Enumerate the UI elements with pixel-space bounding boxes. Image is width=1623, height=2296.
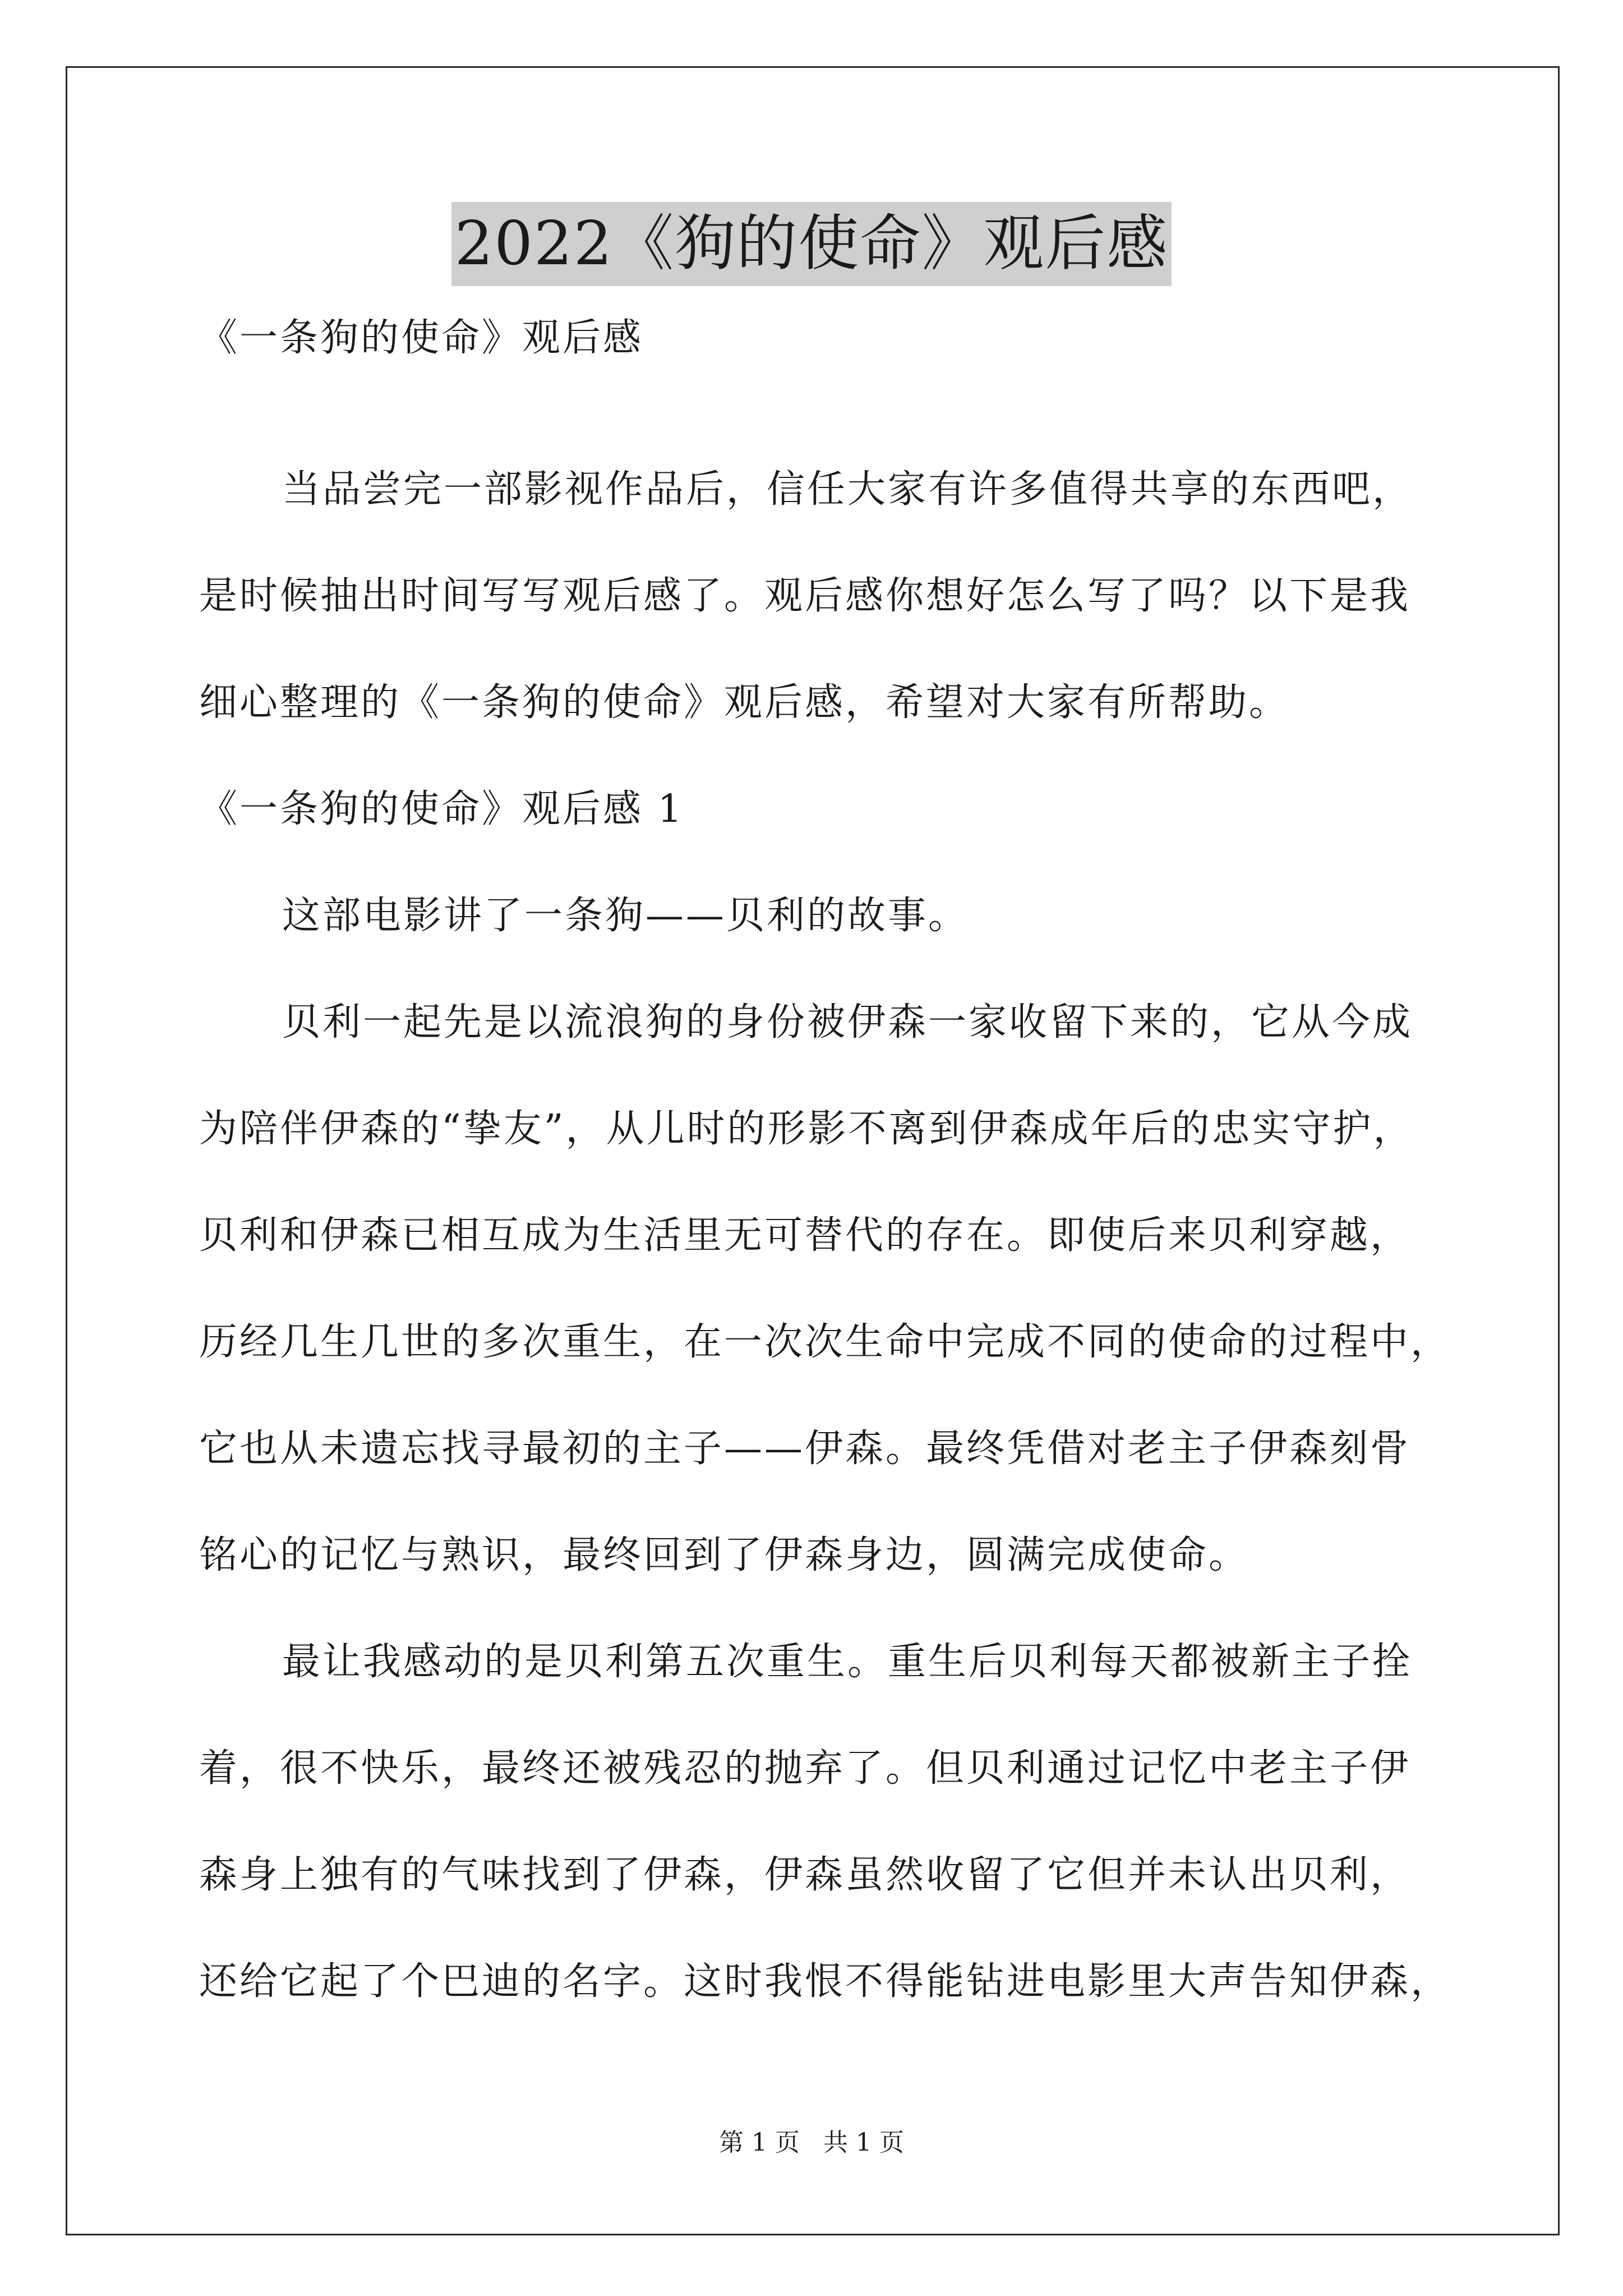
paragraph-line: 为陪伴伊森的“挚友”，从儿时的形影不离到伊森成年后的忠实守护， xyxy=(199,1107,1414,1151)
paragraph-line: 历经几生几世的多次重生，在一次次生命中完成不同的使命的过程中， xyxy=(199,1320,1451,1364)
section-heading: 《一条狗的使命》观后感 1 xyxy=(199,787,684,831)
paragraph-line: 最让我感动的是贝利第五次重生。重生后贝利每天都被新主子拴 xyxy=(282,1640,1413,1684)
paragraph-line: 贝利一起先是以流浪狗的身份被伊森一家收留下来的，它从今成 xyxy=(282,1000,1413,1045)
paragraph-line: 还给它起了个巴迪的名字。这时我恨不得能钻进电影里大声告知伊森， xyxy=(199,1959,1451,2004)
paragraph-line: 细心整理的《一条狗的使命》观后感，希望对大家有所帮助。 xyxy=(199,680,1290,725)
page-total: 共 1 页 xyxy=(823,2128,904,2157)
paragraph-line: 森身上独有的气味找到了伊森，伊森虽然收留了它但并未认出贝利， xyxy=(199,1853,1411,1897)
paragraph-line: 是时候抽出时间写写观后感了。观后感你想好怎么写了吗？以下是我 xyxy=(199,574,1411,618)
document-title: 2022《狗的使命》观后感 xyxy=(451,202,1172,286)
paragraph-line: 着，很不快乐，最终还被残忍的抛弃了。但贝利通过记忆中老主子伊 xyxy=(199,1746,1411,1791)
paragraph-line: 这部电影讲了一条狗——贝利的故事。 xyxy=(282,894,969,938)
paragraph-line: 铭心的记忆与熟识，最终回到了伊森身边，圆满完成使命。 xyxy=(199,1533,1249,1577)
paragraph-line: 当品尝完一部影视作品后，信任大家有许多值得共享的东西吧， xyxy=(282,467,1413,512)
page-footer xyxy=(0,2126,1623,2160)
paragraph-line: 贝利和伊森已相互成为生活里无可替代的存在。即使后来贝利穿越， xyxy=(199,1213,1411,1258)
subtitle-line: 《一条狗的使命》观后感 xyxy=(199,316,644,360)
title-wrap xyxy=(0,202,1623,286)
page-number: 第 1 页 xyxy=(719,2128,800,2157)
paragraph-line: 它也从未遗忘找寻最初的主子——伊森。最终凭借对老主子伊森刻骨 xyxy=(199,1427,1411,1471)
